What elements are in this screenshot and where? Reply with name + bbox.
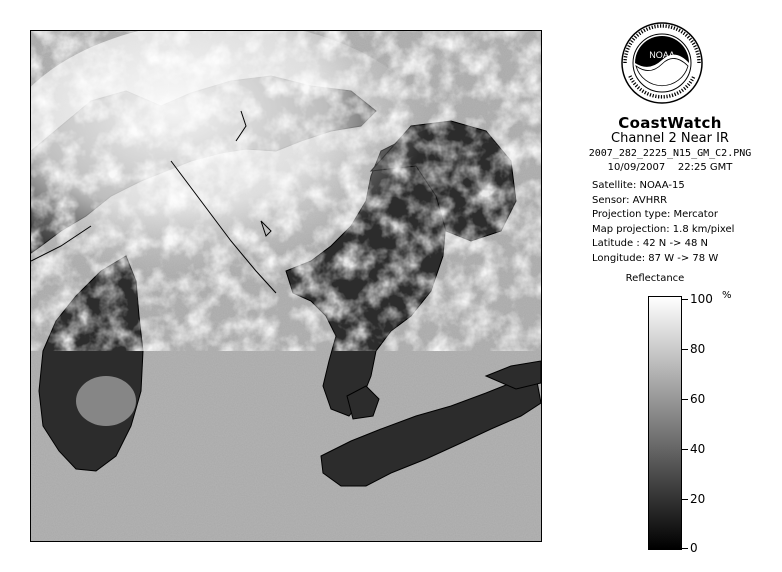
satellite-map xyxy=(30,30,542,542)
product-title: CoastWatch xyxy=(618,114,722,132)
cloud-texture xyxy=(31,31,541,351)
channel-title: Channel 2 Near IR xyxy=(611,131,729,146)
colorbar-tick-label: 80 xyxy=(690,342,706,356)
projection-type-info: Projection type: Mercator xyxy=(592,209,718,220)
colorbar-tick xyxy=(682,299,688,300)
colorbar-tick-label: 100 xyxy=(690,292,713,306)
satellite-info: Satellite: NOAA-15 xyxy=(592,180,685,191)
cloud-patch xyxy=(76,376,136,426)
map-projection-info: Map projection: 1.8 km/pixel xyxy=(592,224,735,235)
longitude-info: Longitude: 87 W -> 78 W xyxy=(592,253,719,264)
file-name: 2007_282_2225_N15_GM_C2.PNG xyxy=(588,148,752,159)
colorbar-tick xyxy=(682,449,688,450)
noaa-logo-text: NOAA xyxy=(649,50,675,60)
acquisition-datetime: 10/09/2007 22:25 GMT xyxy=(607,162,733,173)
colorbar-tick xyxy=(682,548,688,549)
reflectance-colorbar xyxy=(648,296,682,550)
latitude-info: Latitude : 42 N -> 48 N xyxy=(592,238,708,249)
colorbar-tick xyxy=(682,349,688,350)
satellite-map-image xyxy=(31,31,541,541)
colorbar-label: Reflectance xyxy=(625,273,685,284)
colorbar-tick-label: 0 xyxy=(690,541,698,555)
colorbar-tick xyxy=(682,399,688,400)
colorbar-tick-label: 20 xyxy=(690,492,706,506)
colorbar-tick-label: 60 xyxy=(690,392,706,406)
colorbar-tick-label: 40 xyxy=(690,442,706,456)
noaa-logo xyxy=(620,18,704,108)
colorbar-unit: % xyxy=(722,290,732,301)
sensor-info: Sensor: AVHRR xyxy=(592,195,668,206)
colorbar-tick xyxy=(682,499,688,500)
